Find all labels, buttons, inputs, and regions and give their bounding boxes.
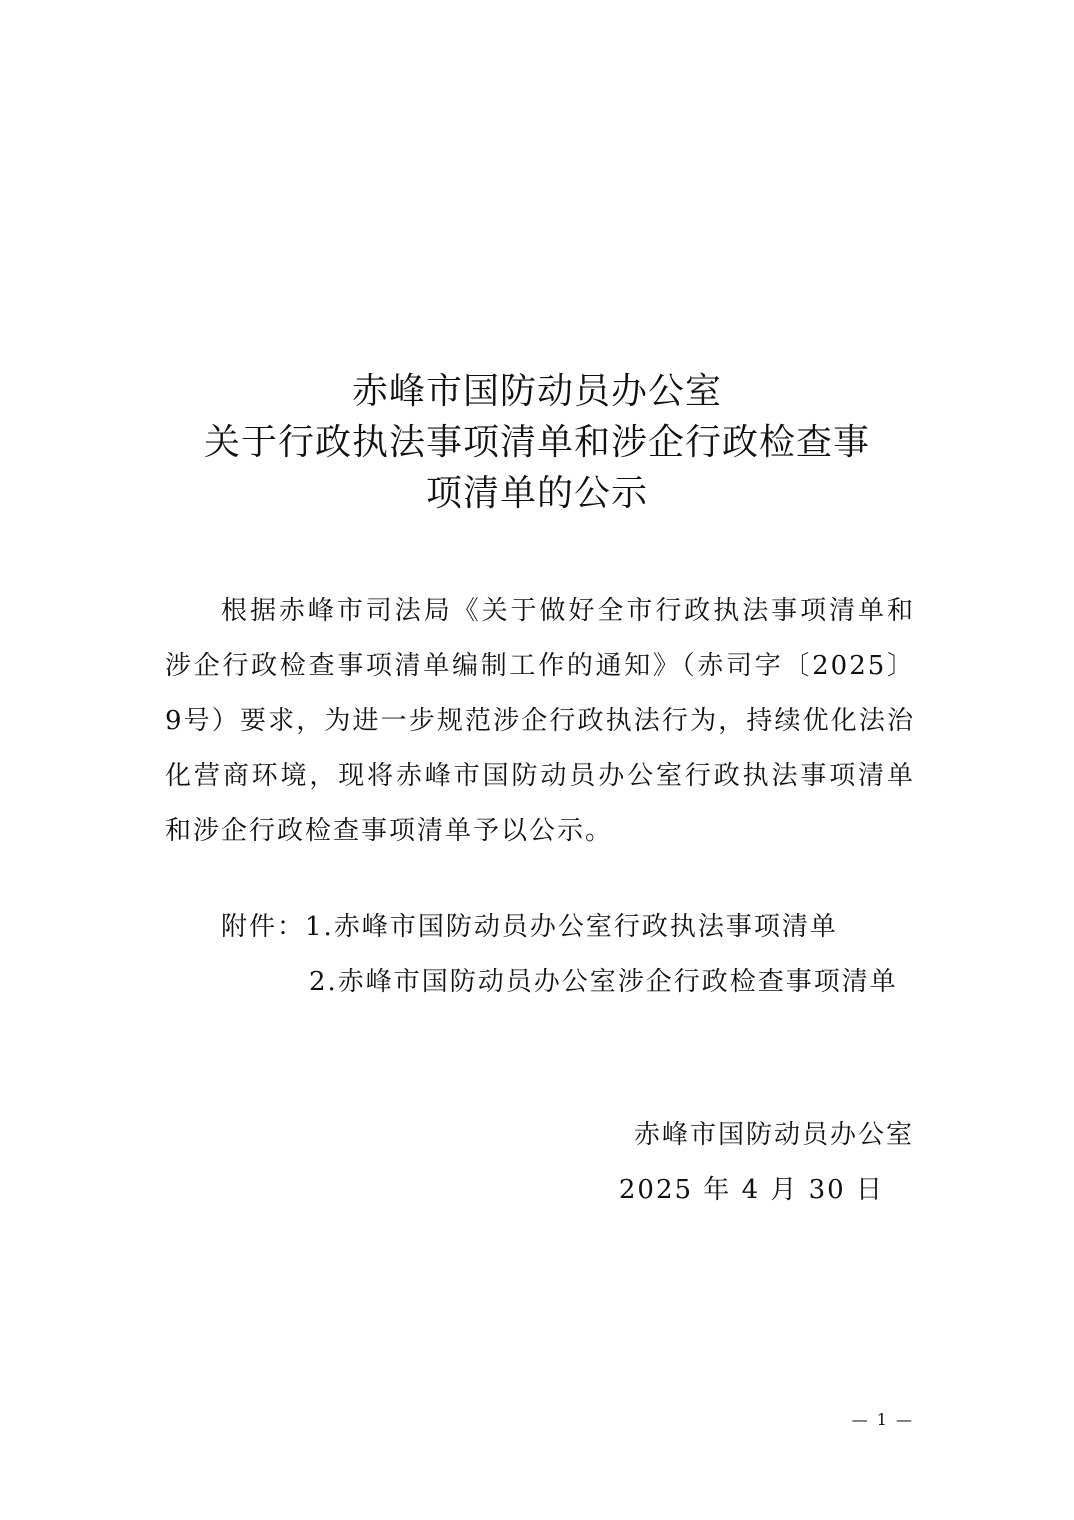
attachments-section <box>165 900 915 1010</box>
signature-date: 2025 年 4 月 30 日 <box>618 1175 884 1205</box>
attachment-item-1: 1.赤峰市国防动员办公室行政执法事项清单 <box>305 912 838 942</box>
page-number: — 1 — <box>851 1410 914 1429</box>
attachment-line-1 <box>165 900 915 955</box>
signature-org: 赤峰市国防动员办公室 <box>633 1120 914 1150</box>
title-line-1: 赤峰市国防动员办公室 <box>351 371 722 412</box>
title-line-3: 项清单的公示 <box>425 473 648 514</box>
title-line-2: 关于行政执法事项清单和涉企行政检查事 <box>203 422 870 463</box>
attachment-item-2: 2.赤峰市国防动员办公室涉企行政检查事项清单 <box>309 967 898 997</box>
signature-block <box>619 1108 914 1218</box>
attachments-label: 附件： <box>221 912 306 942</box>
document-title <box>0 366 1074 519</box>
body-paragraph: 根据赤峰市司法局《关于做好全市行政执法事项清单和涉企行政检查事项清单编制工作的通知》（赤司字〔2025〕9号）要求，为进一步规范涉企行政执法行为，持续优化法治化营商环境，现将赤峰市国防动员办公室行政执法事项清单和涉企行政检查事项清单予以公示。 <box>165 596 915 846</box>
